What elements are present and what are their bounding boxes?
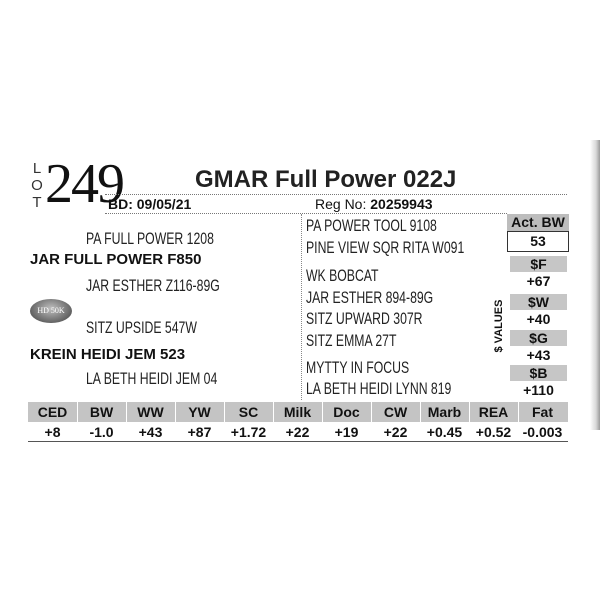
hd50k-badge-icon: HD 50K [30,299,72,323]
epd-value-milk: +22 [285,424,310,440]
pedigree-right-line: WK BOBCAT [306,266,379,285]
epd-header-fat: Fat [532,404,553,420]
epd-header-sc: SC [238,404,259,420]
dam: KREIN HEIDI JEM 523 [30,346,186,363]
value-g: +43 [526,347,551,363]
lot-label [30,160,44,211]
pedigree-right-line: MYTTY IN FOCUS [306,358,410,377]
epd-value-cw: +22 [383,424,408,440]
epd-header-rea: REA [478,404,509,420]
title-divider [105,194,567,195]
pedigree-right-line: SITZ EMMA 27T [306,331,397,350]
value-label-f: $F [510,256,567,272]
epd-header-bw: BW [89,404,114,420]
value-w: +40 [526,311,551,327]
sire-dam: JAR ESTHER Z116-89G [86,276,220,295]
actual-bw-label: Act. BW [507,214,569,231]
reg-value: 20259943 [370,196,433,212]
lot-number: 249 [45,153,123,215]
epd-header-doc: Doc [333,404,360,420]
pedigree-divider [301,214,302,400]
epd-header-milk: Milk [283,404,312,420]
epd-value-yw: +87 [187,424,212,440]
pedigree-right-line: SITZ UPWARD 307R [306,309,423,328]
lot-letter: T [32,194,42,211]
epd-value-doc: +19 [334,424,359,440]
epd-header-ww: WW [137,404,164,420]
epd-header-yw: YW [188,404,211,420]
animal-name: GMAR Full Power 022J [195,166,457,193]
actual-bw-value: 53 [507,231,569,252]
dollar-values-label: $ VALUES [493,299,505,353]
value-f: +67 [526,273,551,289]
birth-date: BD: 09/05/21 [108,196,192,212]
epd-value-marb: +0.45 [426,424,463,440]
pedigree-right-line: LA BETH HEIDI LYNN 819 [306,379,452,398]
dam-dam: LA BETH HEIDI JEM 04 [86,369,218,388]
epd-value-ced: +8 [44,424,61,440]
epd-value-bw: -1.0 [89,424,114,440]
epd-value-sc: +1.72 [230,424,267,440]
dam-sire: SITZ UPSIDE 547W [86,318,197,337]
epd-table [28,402,568,442]
epd-header-ced: CED [37,404,68,420]
value-label-w: $W [510,294,567,310]
value-b: +110 [523,382,554,398]
sire: JAR FULL POWER F850 [30,251,202,268]
value-label-g: $G [510,330,567,346]
epd-bottom-rule [28,441,568,442]
value-label-b: $B [510,365,567,381]
pedigree-right-line: PINE VIEW SQR RITA W091 [306,238,465,257]
lot-letter: L [32,160,42,177]
epd-value-rea: +0.52 [475,424,512,440]
registration-number [315,196,433,212]
epd-header-marb: Marb [427,404,462,420]
epd-value-fat: -0.003 [522,424,563,440]
pedigree-right-line: JAR ESTHER 894-89G [306,288,434,307]
epd-header-cw: CW [383,404,408,420]
reg-label: Reg No: [315,196,367,212]
lot-letter: O [31,177,43,194]
header-divider [105,213,507,214]
epd-value-ww: +43 [138,424,163,440]
page-edge-shadow [590,140,600,430]
sire-sire: PA FULL POWER 1208 [86,229,214,248]
pedigree-right-line: PA POWER TOOL 9108 [306,216,437,235]
